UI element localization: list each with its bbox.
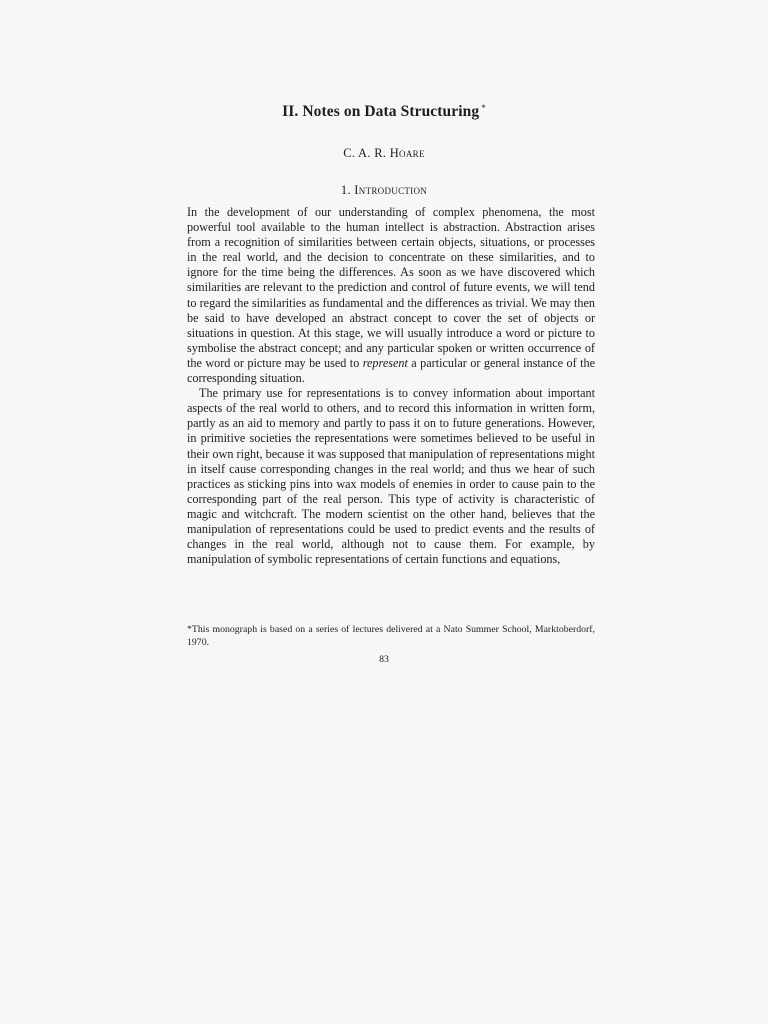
footnote: *This monograph is based on a series of lectures delivered at a Nato Summer School, Marktoberdorf, 1970. xyxy=(187,624,595,648)
page-number: 83 xyxy=(379,654,389,665)
section-heading: 1. Introduction xyxy=(340,183,428,197)
paragraph-1 xyxy=(187,205,595,386)
paragraph-1-text-a: In the development of our understanding of complex phenomena, the most powerful tool available to the human intellect is abstraction. Abstraction arises from a recognition of similarities between certain objects, situations, or processes in the real world, and the decision to concentrate on these similarities, and to ignore for the time being the differences. As soon as we have discovered which similarities are relevant to the prediction and control of future events, we will tend to regard the similarities as fundamental and the differences as trivial. We may then be said to have developed an abstract concept to cover the set of objects or situations in question. At this stage, we will usually introduce a word or picture to symbolise the abstract concept; and any particular spoken or written occurrence of the word or picture may be used to xyxy=(187,205,595,370)
paper-title-text: II. Notes on Data Structuring xyxy=(282,103,480,120)
paragraph-1-text-b: a particular or general instance of the corresponding situation. xyxy=(187,355,595,386)
paragraph-2: The primary use for representations is to convey information about important aspects of the real world to others, and to record this information in written form, partly as an aid to memory and partly to pass it on to future generations. However, in primitive societies the representations were sometimes believed to be useful in their own right, because it was supposed that manipulation of representations might in itself cause corresponding changes in the real world; and thus we hear of such practices as sticking pins into wax models of enemies in order to cause pain to the corresponding part of the real person. This type of activity is characteristic of magic and witchcraft. The modern scientist on the other hand, believes that the manipulation of representations could be used to predict events and the results of changes in the real world, although not to cause them. For example, by manipulation of symbolic representations of certain functions and equations, xyxy=(187,386,595,567)
paper-title xyxy=(0,103,768,121)
footnote-marker: * xyxy=(481,103,486,113)
author-name: C. A. R. Hoare xyxy=(343,146,425,160)
body-text xyxy=(187,205,595,567)
paragraph-1-emphasis: represent xyxy=(362,355,408,370)
